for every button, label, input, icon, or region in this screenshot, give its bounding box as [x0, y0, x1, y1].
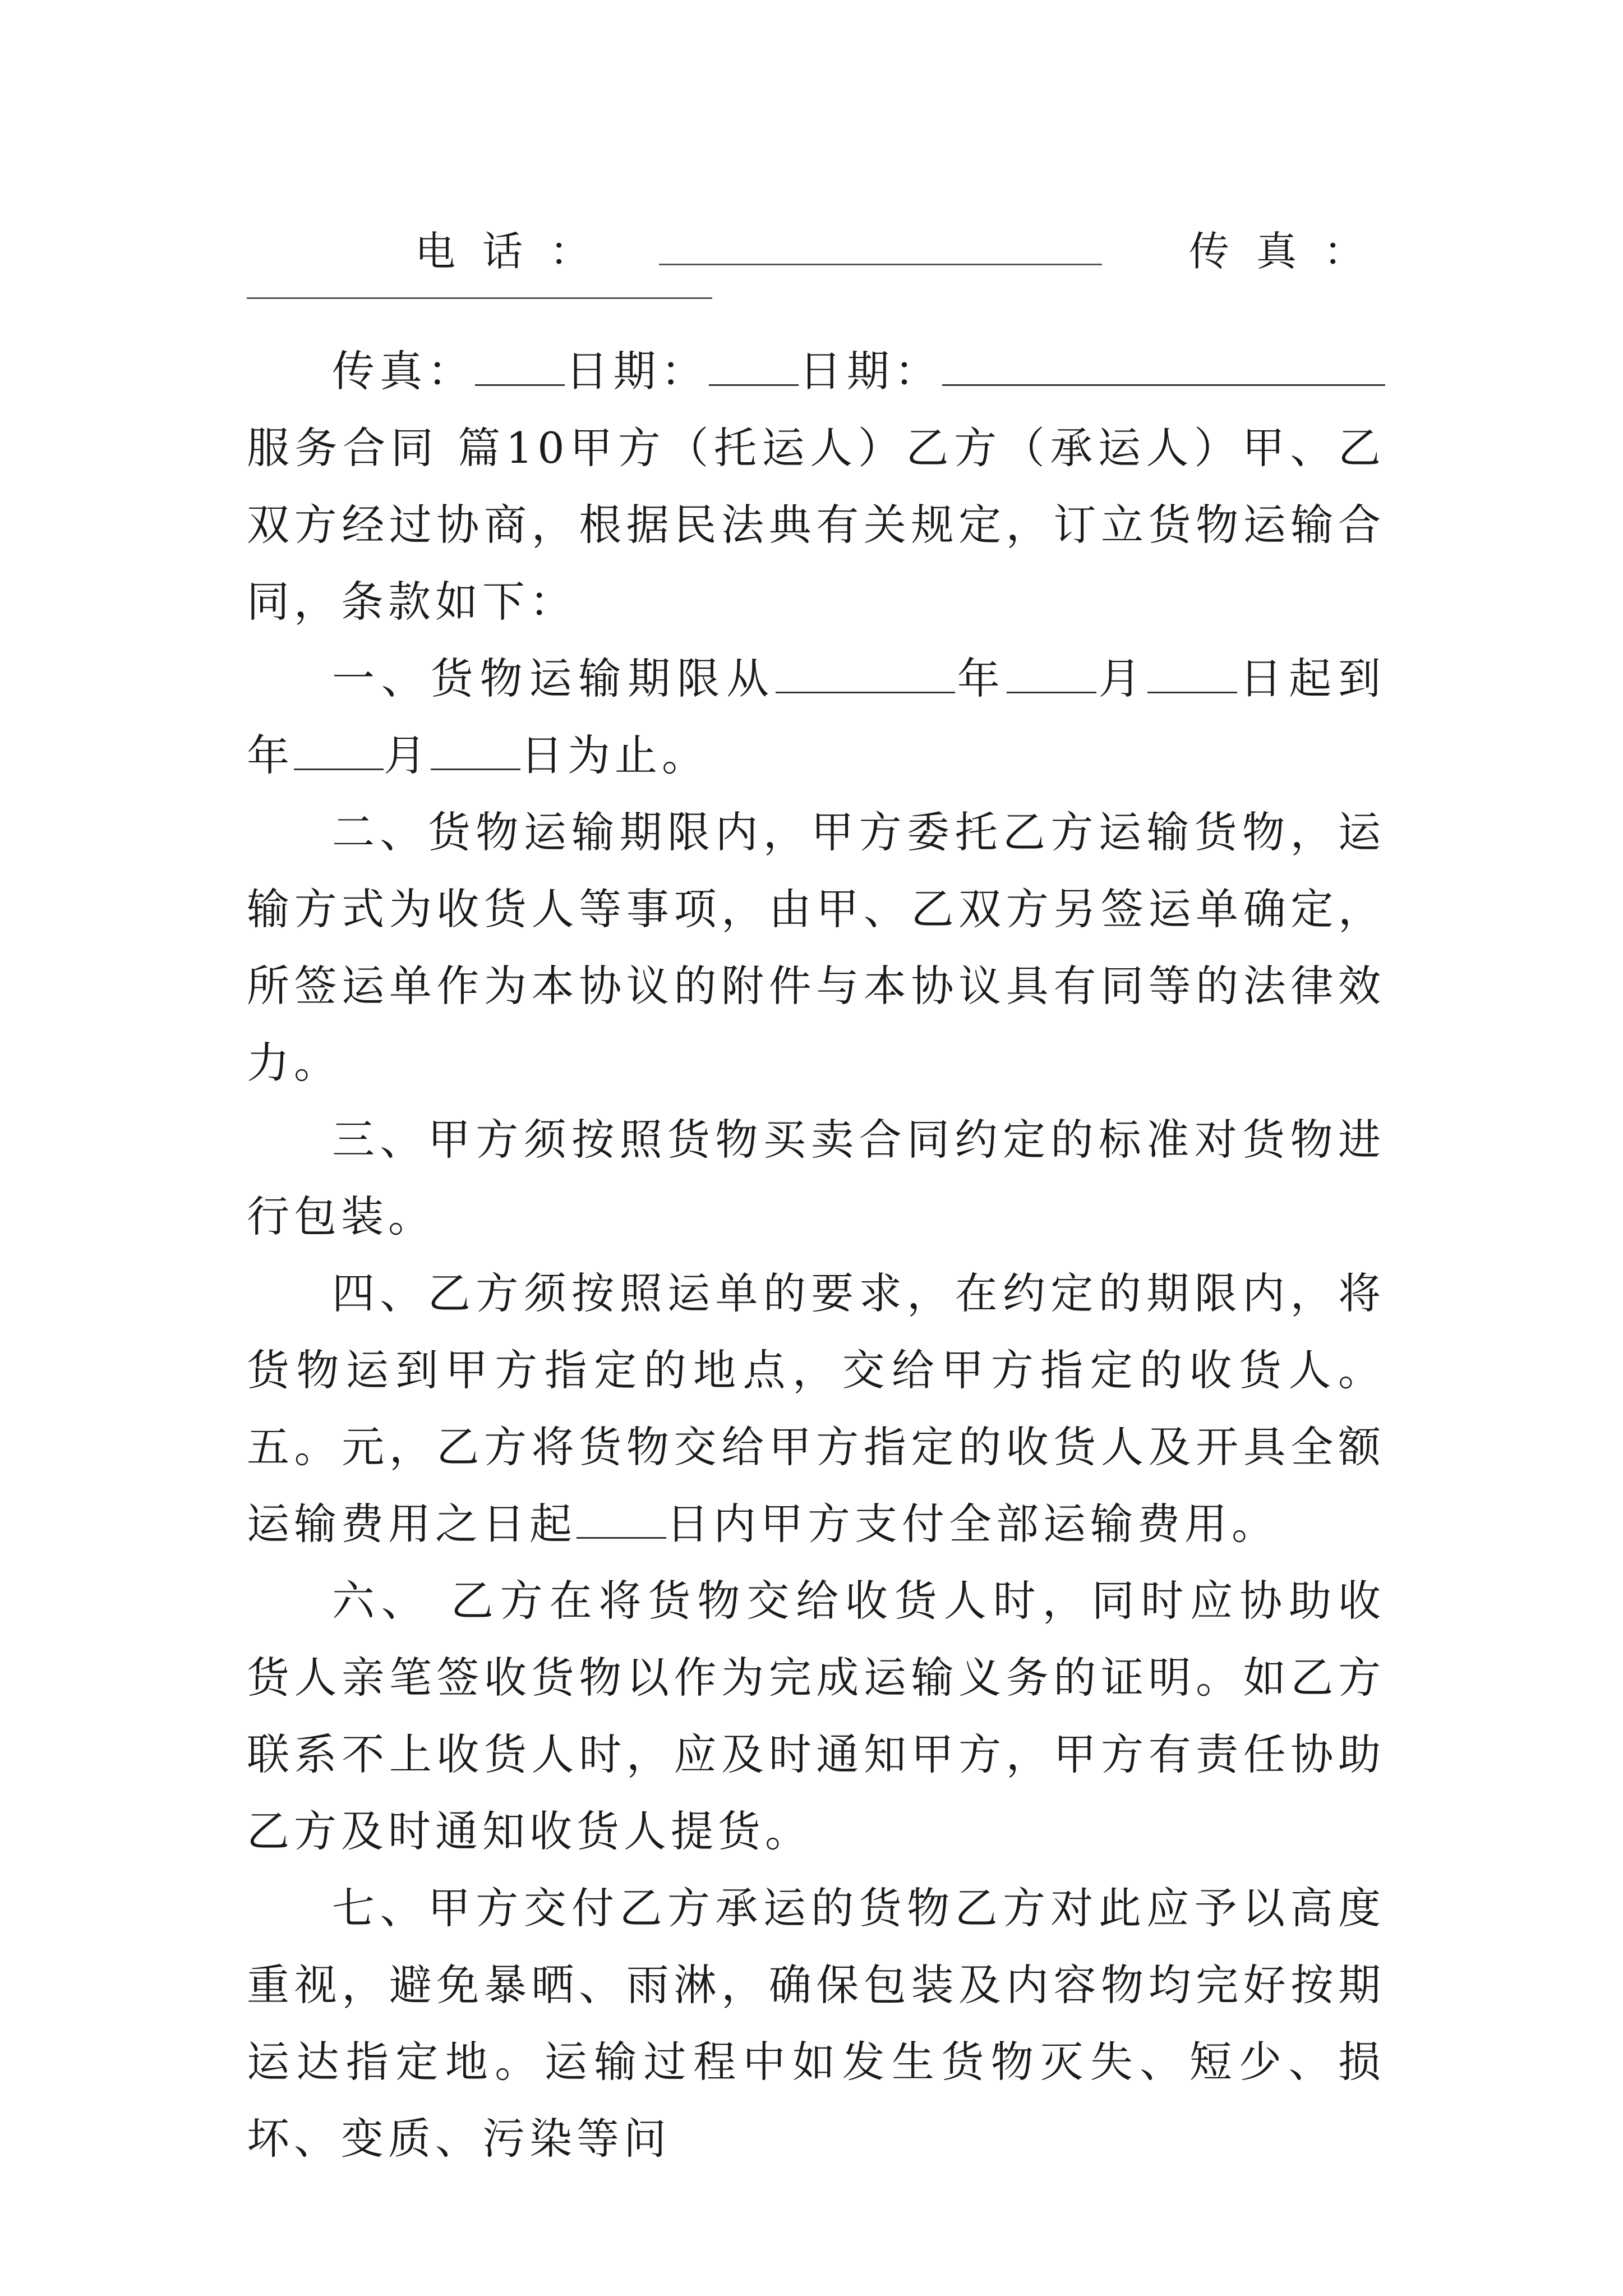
document-page	[247, 202, 1391, 2177]
date-blank-1	[709, 345, 799, 386]
fax-date-blank	[475, 345, 565, 386]
phone-label: 电话：	[415, 228, 617, 275]
start-year-blank	[776, 652, 955, 693]
date-blank-2	[942, 345, 1385, 386]
clause-1-text-c: 月	[1096, 654, 1148, 703]
fax-label: 传真：	[1189, 228, 1391, 275]
paragraph-fax-date	[247, 333, 1385, 640]
clause-1-text-b: 年	[955, 654, 1007, 703]
end-month-blank	[294, 729, 384, 770]
contact-row	[247, 202, 1391, 286]
date-label-1: 日期：	[565, 346, 709, 396]
phone-blank	[659, 264, 1102, 265]
clause-4-5	[247, 1255, 1385, 1562]
start-day-blank	[1147, 652, 1237, 693]
clause-2: 二、货物运输期限内，甲方委托乙方运输货物，运输方式为收货人等事项，由甲、乙双方另签运单确定，所签运单作为本协议的附件与本协议具有同等的法律效力。	[247, 807, 1385, 1088]
intro-text: 服务合同 篇10甲方（托运人）乙方（承运人）甲、乙双方经过协商，根据民法典有关规定，订立货物运输合同，条款如下：	[247, 423, 1385, 627]
end-day-blank	[431, 729, 520, 770]
clause-6: 六、 乙方在将货物交给收货人时，同时应协助收货人亲笔签收货物以作为完成运输义务的证明。如乙方联系不上收货人时，应及时通知甲方，甲方有责任协助乙方及时通知收货人提货。	[247, 1576, 1385, 1856]
clause-7: 七、甲方交付乙方承运的货物乙方对此应予以高度重视，避免暴晒、雨淋，确保包装及内容物均完好按期运达指定地。运输过程中如发生货物灭失、短少、损坏、变质、污染等问	[247, 1883, 1385, 2164]
fax-date-label: 传真：	[332, 346, 476, 396]
clause-1	[247, 640, 1385, 794]
clause-3: 三、甲方须按照货物买卖合同约定的标准对货物进行包装。	[247, 1115, 1385, 1241]
clause-1-text-e: 月	[384, 730, 431, 780]
date-label-2: 日期：	[798, 346, 943, 396]
fax-blank	[247, 297, 712, 299]
clause-1-text-a: 一、货物运输期限从	[332, 654, 776, 703]
clause-4-5-text-a: 四、乙方须按照运单的要求，在约定的期限内，将货物运到甲方指定的地点，交给甲方指定的收货人。五。元，乙方将货物交给甲方指定的收货人及开具全额运输费用之日起	[247, 1268, 1385, 1549]
clause-4-5-text-b: 日内甲方支付全部运输费用。	[666, 1499, 1279, 1549]
start-month-blank	[1007, 652, 1096, 693]
clause-1-text-f: 日为止。	[520, 730, 709, 780]
payment-days-blank	[577, 1498, 666, 1539]
clause-1-text-d: 日起到年	[247, 654, 1385, 780]
